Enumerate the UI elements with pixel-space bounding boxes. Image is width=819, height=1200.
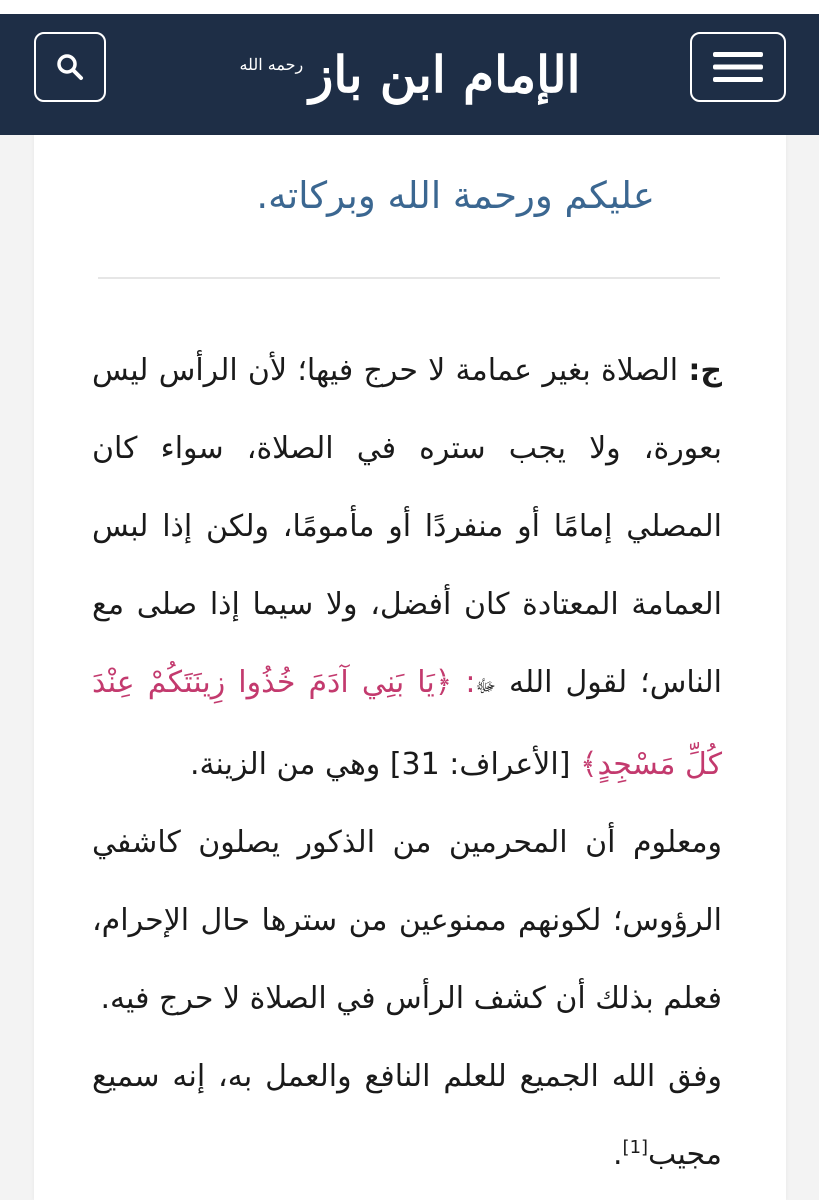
top-strip — [0, 0, 819, 14]
footnote-link[interactable]: [1] — [622, 1137, 649, 1158]
question-text: عليكم ورحمة الله وبركاته. — [256, 174, 655, 217]
answer-text-1: الصلاة بغير عمامة لا حرج فيها؛ لأن الرأس ليس بعورة، ولا يجب ستره في الصلاة، سواء كان المصلي إمامًا أو منفردًا أو مأمومًا، ولكن إذا لبس العمامة المعتادة كان أفضل، ولا سيما إذا صلى مع الناس؛ لقول الله — [92, 353, 723, 700]
logo-title: الإمام ابن باز — [309, 44, 581, 104]
search-button[interactable] — [34, 32, 106, 102]
answer-text-3-end: . — [612, 1137, 623, 1172]
answer-text-1b: [الأعراف: 31] وهي من الزينة. — [189, 747, 580, 782]
site-logo[interactable] — [230, 24, 590, 124]
answer-paragraph-2: ومعلوم أن المحرمين من الذكور يصلون كاشفي الرؤوس؛ لكونهم ممنوعين من سترها حال الإحرام، فعلم بذلك أن كشف الرأس في الصلاة لا حرج فيه. — [92, 825, 722, 1016]
hamburger-menu-icon — [713, 50, 763, 84]
answer-paragraph-3 — [92, 1038, 722, 1194]
answer-label: ج: — [688, 353, 722, 388]
answer-body — [92, 332, 722, 1194]
answer-paragraph-1 — [92, 332, 722, 804]
divider — [98, 277, 720, 279]
answer-text-3: وفق الله الجميع للعلم النافع والعمل به، إنه سميع مجيب — [92, 1059, 722, 1172]
search-icon — [55, 52, 85, 82]
site-header — [0, 14, 819, 135]
logo-subtitle: رحمه الله — [239, 54, 304, 74]
honorific-glyph: ﷻ — [475, 676, 496, 697]
menu-button[interactable] — [690, 32, 786, 102]
quran-verse[interactable]: : ﴿يَا بَنِي آدَمَ خُذُوا زِينَتَكُمْ عِنْدَ كُلِّ مَسْجِدٍ﴾ — [92, 665, 722, 782]
